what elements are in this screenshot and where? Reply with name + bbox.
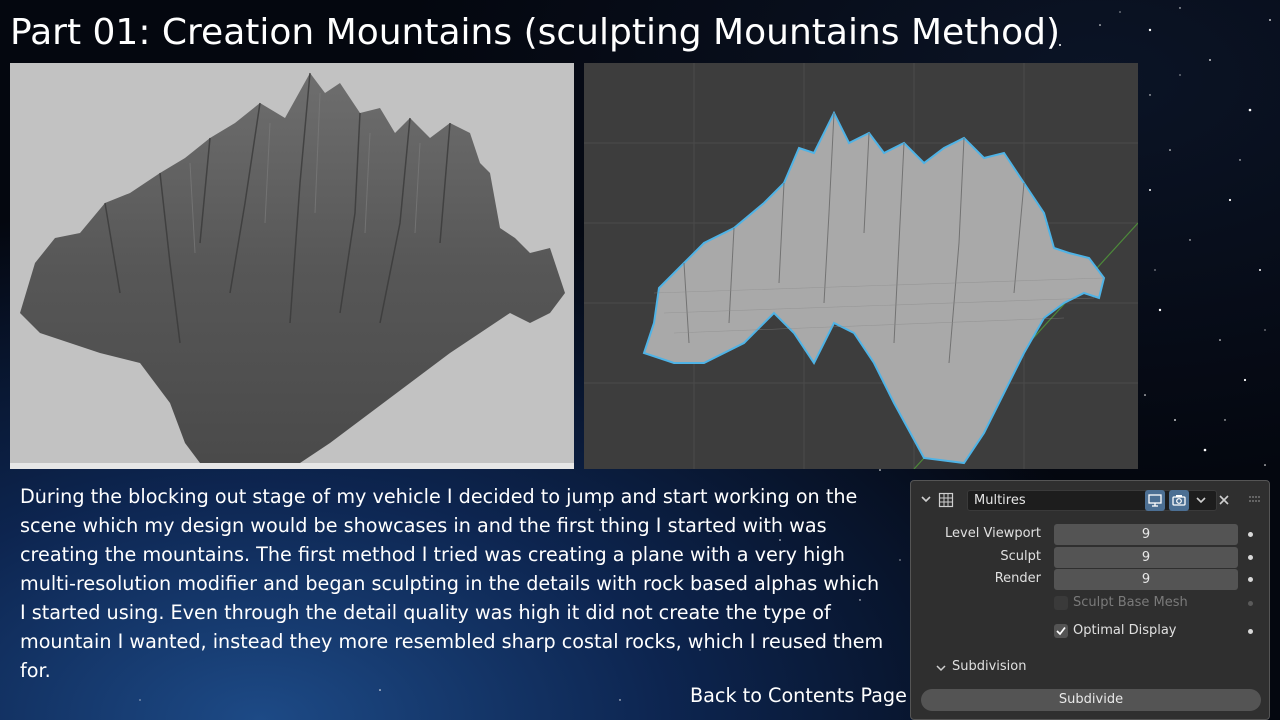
render-level-field[interactable]: 9: [1054, 569, 1238, 590]
sculpt-base-mesh-label: Sculpt Base Mesh: [1073, 595, 1188, 610]
keyframe-dot-icon[interactable]: [1248, 629, 1253, 634]
subdivision-label: Subdivision: [952, 659, 1027, 674]
close-icon[interactable]: [1217, 493, 1231, 507]
slide-title: Part 01: Creation Mountains (sculpting Mountains Method): [10, 12, 1061, 53]
optimal-display-checkbox[interactable]: [1054, 624, 1068, 638]
checkmark-icon: [1055, 625, 1067, 637]
level-viewport-row: [911, 524, 1269, 546]
sculpt-base-mesh-checkbox[interactable]: [1054, 596, 1068, 610]
section-chevron-icon: [935, 662, 947, 674]
optimal-display-row: [911, 621, 1269, 643]
keyframe-dot-icon[interactable]: [1248, 577, 1253, 582]
viewport-display-toggle[interactable]: [1145, 490, 1165, 511]
render-label: Render: [994, 571, 1041, 586]
subdivision-section-header[interactable]: [911, 657, 1269, 679]
sculpt-row: [911, 547, 1269, 569]
camera-icon: [1172, 494, 1186, 507]
multires-modifier-panel: [910, 480, 1270, 720]
optimal-display-label: Optimal Display: [1073, 623, 1177, 638]
monitor-icon: [1148, 494, 1162, 507]
modifier-name-field[interactable]: Multires: [967, 490, 1217, 511]
multires-modifier-icon: [938, 492, 954, 508]
keyframe-dot-icon[interactable]: [1248, 532, 1253, 537]
render-row: [911, 569, 1269, 591]
level-viewport-field[interactable]: 9: [1054, 524, 1238, 545]
render-toggle[interactable]: [1169, 490, 1189, 511]
subdivide-button[interactable]: Subdivide: [921, 689, 1261, 711]
sculpt-base-mesh-row: [911, 593, 1269, 615]
level-viewport-label: Level Viewport: [945, 526, 1041, 541]
keyframe-dot-icon[interactable]: [1248, 601, 1253, 606]
back-to-contents-link[interactable]: Back to Contents Page: [690, 684, 907, 707]
collapse-chevron-icon[interactable]: [919, 492, 933, 506]
sculpt-render-image: [10, 63, 574, 469]
sculpt-label: Sculpt: [1000, 549, 1041, 564]
sculpt-level-field[interactable]: 9: [1054, 547, 1238, 568]
modifier-header: [911, 481, 1269, 519]
drag-handle-icon[interactable]: [1248, 495, 1260, 503]
keyframe-dot-icon[interactable]: [1248, 555, 1253, 560]
viewport-image: [584, 63, 1138, 469]
dropdown-chevron-icon[interactable]: [1194, 493, 1208, 507]
description-paragraph: During the blocking out stage of my vehicle I decided to jump and start working on the scene which my design would be showcases in and the first thing I started with was creating the mountains. The first method I tried was creating a plane with a very high multi-resolution modifier and began sculpting in the details with rock based alphas which I started using. Even through the detail quality was high it did not create the type of mountain I wanted, instead they more resembled sharp costal rocks, which I reused them for.: [20, 485, 884, 682]
